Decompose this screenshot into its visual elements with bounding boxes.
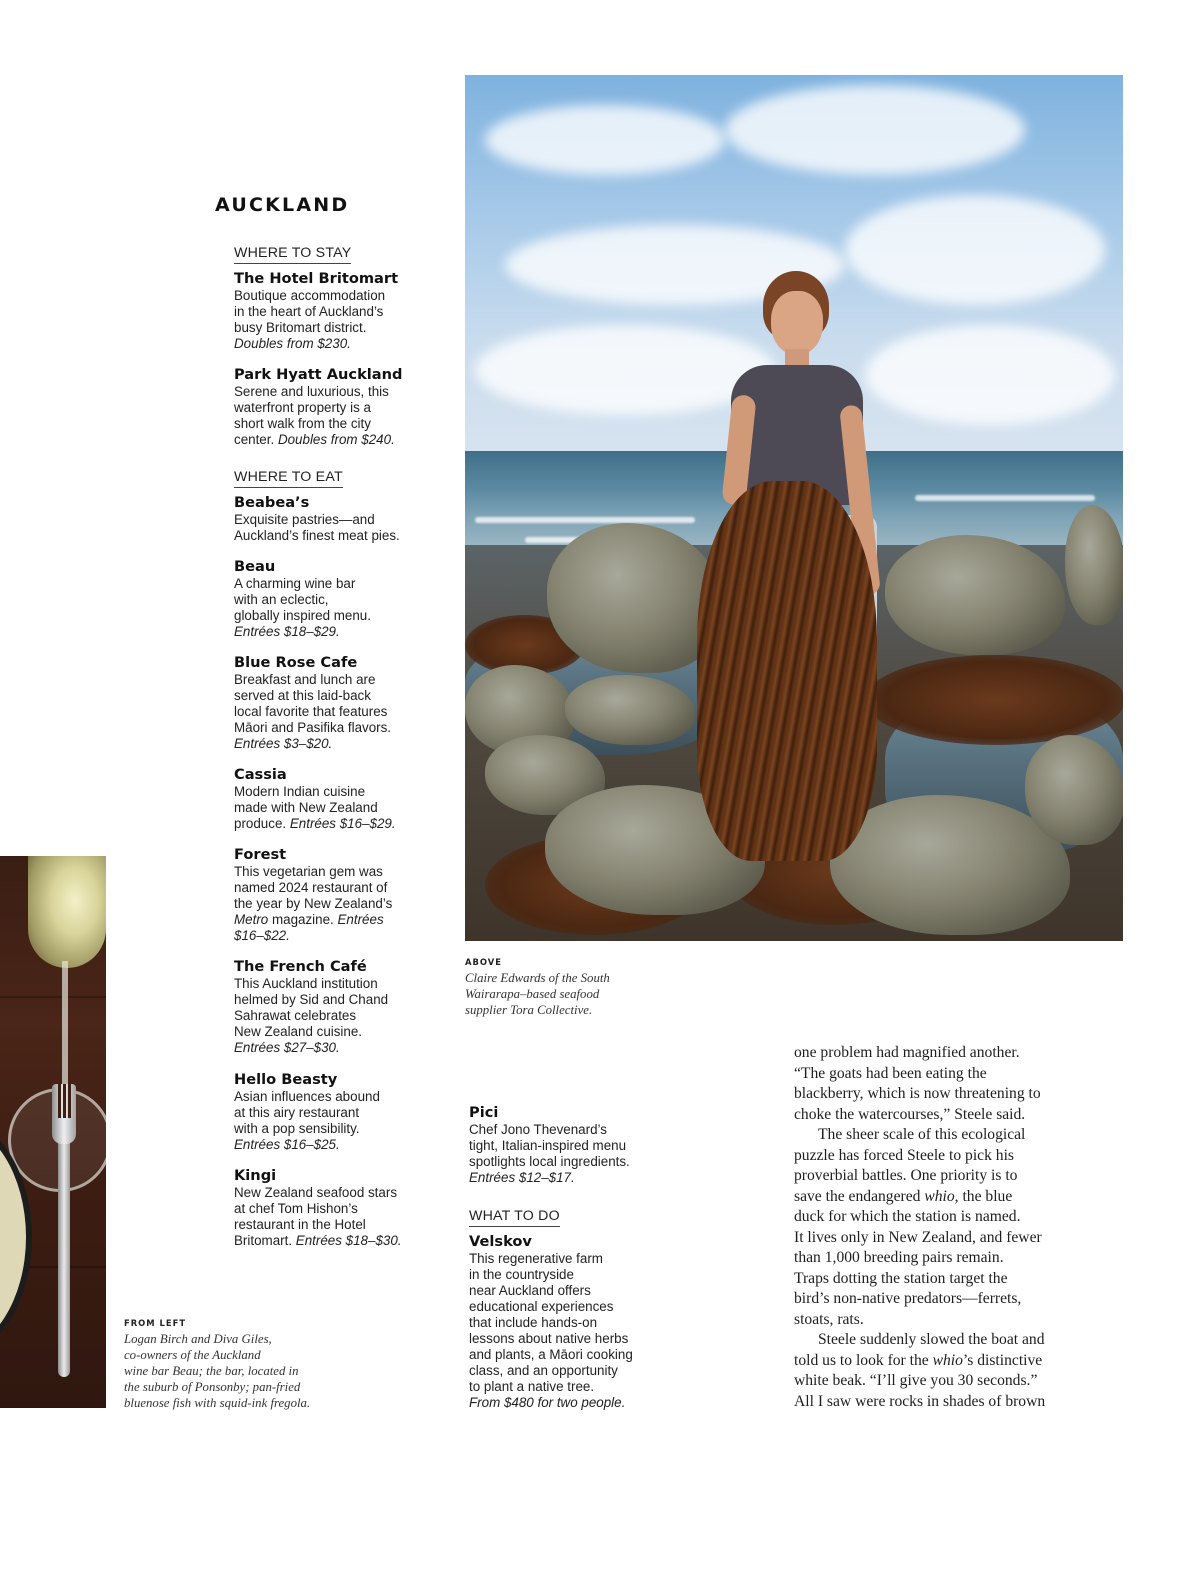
guide-entry-hello-beasty [234,1071,434,1153]
where-to-eat-heading: WHERE TO EAT [234,468,343,488]
photo-caption-from-left [124,1318,354,1411]
seaweed-forager-photo [465,75,1123,941]
guide-entry-hotel-britomart [234,270,434,352]
guide-entry-park-hyatt [234,366,434,448]
entry-name: Forest [234,846,287,863]
entry-description: Chef Jono Thevenard’s tight, Italian-inspired menu spotlights local ingredients. Entrées $12–$17. [469,1122,669,1186]
kelp-bundle [697,481,877,861]
body-paragraph: The sheer scale of this ecological puzzle has forced Steele to pick his proverbial battles. One priority is to save the endangered whio, the blue duck for which the station is named. It lives only in New Zealand, and fewer than 1,000 breeding pairs remain. Traps dotting the station target the bird’s non-native predators—ferrets, stoats, rats. [794,1126,1042,1328]
guide-entry-blue-rose-cafe [234,654,434,752]
entry-price: Entrées $12–$17. [469,1170,575,1185]
entry-price: From $480 for two people. [469,1395,626,1410]
body-paragraph: Steele suddenly slowed the boat and told us to look for the whio’s distinctive white beak. “I’ll give you 30 seconds.” All I saw were rocks in shades of brown [794,1331,1046,1410]
what-to-do-heading: WHAT TO DO [469,1207,560,1227]
guide-entry-velskov [469,1233,669,1411]
guide-entry-french-cafe [234,958,434,1056]
entry-description: This vegetarian gem was named 2024 restaurant of the year by New Zealand’s Metro magazine. Entrées $16–$22. [234,864,434,944]
entry-name: Beau [234,558,276,575]
entry-name: Velskov [469,1233,532,1250]
entry-price: Entrées $27–$30. [234,1040,340,1055]
magazine-name: Metro [234,912,269,927]
body-paragraph: one problem had magnified another. “The goats had been eating the blackberry, which is now threatening to choke the watercourses,” Steele said. [794,1044,1041,1123]
entry-price: Entrées $16–$29. [289,816,396,831]
entry-description: Modern Indian cuisine made with New Zealand produce. Entrées $16–$29. [234,784,396,831]
caption-label: ABOVE [465,957,502,967]
guide-entry-beabeas [234,494,434,544]
entry-description: Boutique accommodation in the heart of Auckland’s busy Britomart district. Doubles from $230. [234,288,434,352]
article-body [794,1043,1074,1412]
restaurant-table-photo [0,856,106,1408]
entry-name: The French Café [234,958,367,975]
entry-name: Kingi [234,1167,277,1184]
entry-price: Doubles from $230. [234,336,351,351]
entry-description: Breakfast and lunch are served at this laid-back local favorite that features Māori and Pasifika flavors. Entrées $3–$20. [234,672,434,752]
entry-description: Exquisite pastries—and Auckland’s finest meat pies. [234,512,400,543]
entry-name: The Hotel Britomart [234,270,399,287]
entry-name: Cassia [234,766,287,783]
person-face [771,291,823,355]
entry-name: Beabea’s [234,494,310,511]
entry-price: Doubles from $240. [277,432,395,447]
caption-label: FROM LEFT [124,1318,187,1328]
entry-description: Serene and luxurious, this waterfront property is a short walk from the city center. Doubles from $240. [234,384,395,447]
entry-price: Entrées $3–$20. [234,736,333,751]
section-title: AUCKLAND [215,194,350,216]
entry-description: New Zealand seafood stars at chef Tom Hishon’s restaurant in the Hotel Britomart. Entrées $18–$30. [234,1185,402,1248]
wine-glass-bowl [28,856,106,968]
guide-entry-forest [234,846,434,944]
entry-description: Asian influences abound at this airy restaurant with a pop sensibility. Entrées $16–$25. [234,1089,434,1153]
entry-name: Park Hyatt Auckland [234,366,403,383]
caption-text: Logan Birch and Diva Giles, co-owners of the Auckland wine bar Beau; the bar, located in the suburb of Ponsonby; pan-fried bluenose fish with squid-ink fregola. [124,1332,311,1410]
entry-price: Entrées $16–$25. [234,1137,340,1152]
entry-description: This regenerative farm in the countryside near Auckland offers educational experiences that include hands-on lessons about native herbs and plants, a Māori cooking class, and an opportunity to plant a native tree. From $480 for two people. [469,1251,669,1411]
entry-description: A charming wine bar with an eclectic, globally inspired menu. Entrées $18–$29. [234,576,434,640]
guide-entry-pici [469,1104,669,1186]
entry-price: Entrées $18–$29. [234,624,340,639]
entry-price: $16–$22. [234,928,290,943]
guide-entry-beau [234,558,434,640]
entry-name: Blue Rose Cafe [234,654,358,671]
table-plank-line [0,996,106,998]
entry-description: This Auckland institution helmed by Sid and Chand Sahrawat celebrates New Zealand cuisine. Entrées $27–$30. [234,976,434,1056]
guide-entry-cassia [234,766,434,832]
where-to-stay-heading: WHERE TO STAY [234,244,351,264]
photo-caption-above [465,957,685,1018]
entry-name: Pici [469,1104,499,1121]
guide-entry-kingi [234,1167,434,1249]
fork-head [52,1084,76,1144]
entry-name: Hello Beasty [234,1071,338,1088]
caption-text: Claire Edwards of the South Wairarapa–based seafood supplier Tora Collective. [465,971,610,1017]
entry-price: Entrées $18–$30. [295,1233,402,1248]
